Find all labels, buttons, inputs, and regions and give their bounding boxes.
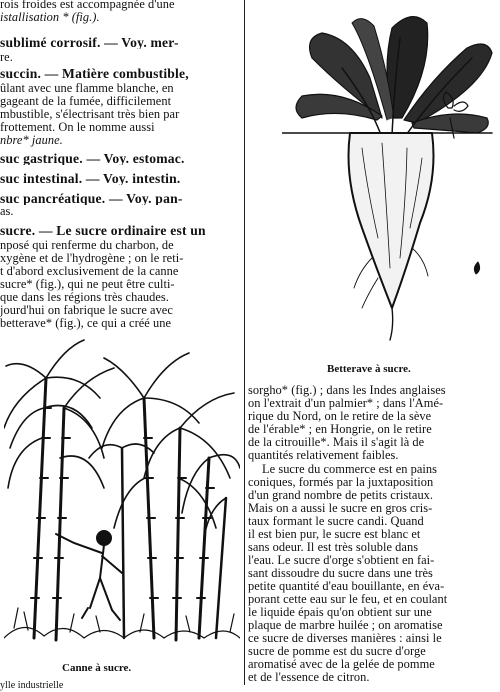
text-line: sans odeur. Il est très soluble dans — [248, 541, 419, 554]
entry-sublime-corrosif: sublimé corrosif. — Voy. mer- — [0, 36, 179, 49]
text-line: Le sucre du commerce est en pains — [262, 463, 438, 476]
entry-sucre: sucre. — Le sucre ordinaire est un — [0, 224, 206, 237]
entry-suc-pancreatique: suc pancréatique. — Voy. pan- — [0, 192, 183, 205]
text-line: petite quantité d'eau bouillante, en éva- — [248, 580, 445, 593]
text-line: frottement. On le nomme aussi — [0, 121, 155, 134]
text-line: on l'extrait d'un palmier* ; dans l'Amé- — [248, 397, 444, 410]
text-line: nbre* jaune. — [0, 134, 63, 147]
text-line: betterave* (fig.), ce qui a créé une — [0, 317, 172, 330]
text-line: de la citrouille*. Mais il s'agit là de — [248, 436, 425, 449]
text-line: ûlant avec une flamme blanche, en — [0, 82, 174, 95]
sugar-beet-illustration — [282, 8, 500, 343]
text-line: sant dissoudre du sucre dans une très — [248, 567, 433, 580]
column-divider — [244, 0, 245, 685]
text-line: sorgho* (fig.) ; dans les Indes anglaises — [248, 384, 446, 397]
text-line: sucre de pomme est du sucre d'orge — [248, 645, 426, 658]
text-line: jourd'hui on fabrique le sucre avec — [0, 304, 173, 317]
entry-succin: succin. — Matière combustible, — [0, 67, 189, 80]
text-line-cut: ylle industrielle — [0, 680, 64, 691]
text-line: taux formant le sucre candi. Quand — [248, 515, 424, 528]
text-line: rique du Nord, on le retire de la sève — [248, 410, 432, 423]
text-line: ce sucre de diverses manières : ainsi le — [248, 632, 442, 645]
text-line: mbustible, s'électrisant très bien par — [0, 108, 180, 121]
text-line: t d'abord exclusivement de la canne — [0, 265, 179, 278]
text-line: d'un grand nombre de petits cristaux. — [248, 489, 434, 502]
text-line: quantités relativement faibles. — [248, 449, 399, 462]
sugar-cane-illustration — [4, 338, 240, 650]
text-line: plaque de marbre huilée ; on aromatise — [248, 619, 443, 632]
text-line: l'eau. Le sucre d'orge s'obtient en fai- — [248, 554, 435, 567]
caption-canne-a-sucre: Canne à sucre. — [62, 662, 132, 674]
text-line: xygène et de l'hydrogène ; on le reti- — [0, 252, 184, 265]
entry-suc-intestinal: suc intestinal. — Voy. intestin. — [0, 172, 181, 185]
text-line: et de l'essence de citron. — [248, 671, 370, 684]
text-line: istallisation * (fig.). — [0, 11, 100, 24]
text-line: aromatisé avec de la gelée de pomme — [248, 658, 435, 671]
text-line: de l'érable* ; en Hongrie, on le retire — [248, 423, 432, 436]
text-line: coniques, formés par la juxtaposition — [248, 476, 434, 489]
entry-suc-gastrique: suc gastrique. — Voy. estomac. — [0, 152, 185, 165]
caption-betterave-a-sucre: Betterave à sucre. — [327, 363, 411, 375]
text-line: re. — [0, 51, 13, 64]
text-line: que dans les régions très chaudes. — [0, 291, 169, 304]
text-line: sucre* (fig.), qui ne peut être culti- — [0, 278, 175, 291]
text-line: nposé qui renferme du charbon, de — [0, 239, 174, 252]
text-line: il est bien pur, le sucre est blanc et — [248, 528, 421, 541]
text-line: gageant de la fumée, difficilement — [0, 95, 172, 108]
text-line: Mais on a aussi le sucre en gros cris- — [248, 502, 433, 515]
text-line: rois froides est accompagnée d'une — [0, 0, 175, 11]
text-line: porant cette eau sur le feu, et en coulant — [248, 593, 448, 606]
text-line: le liquide épais qu'on obtient sur une — [248, 606, 432, 619]
text-line: as. — [0, 205, 14, 218]
